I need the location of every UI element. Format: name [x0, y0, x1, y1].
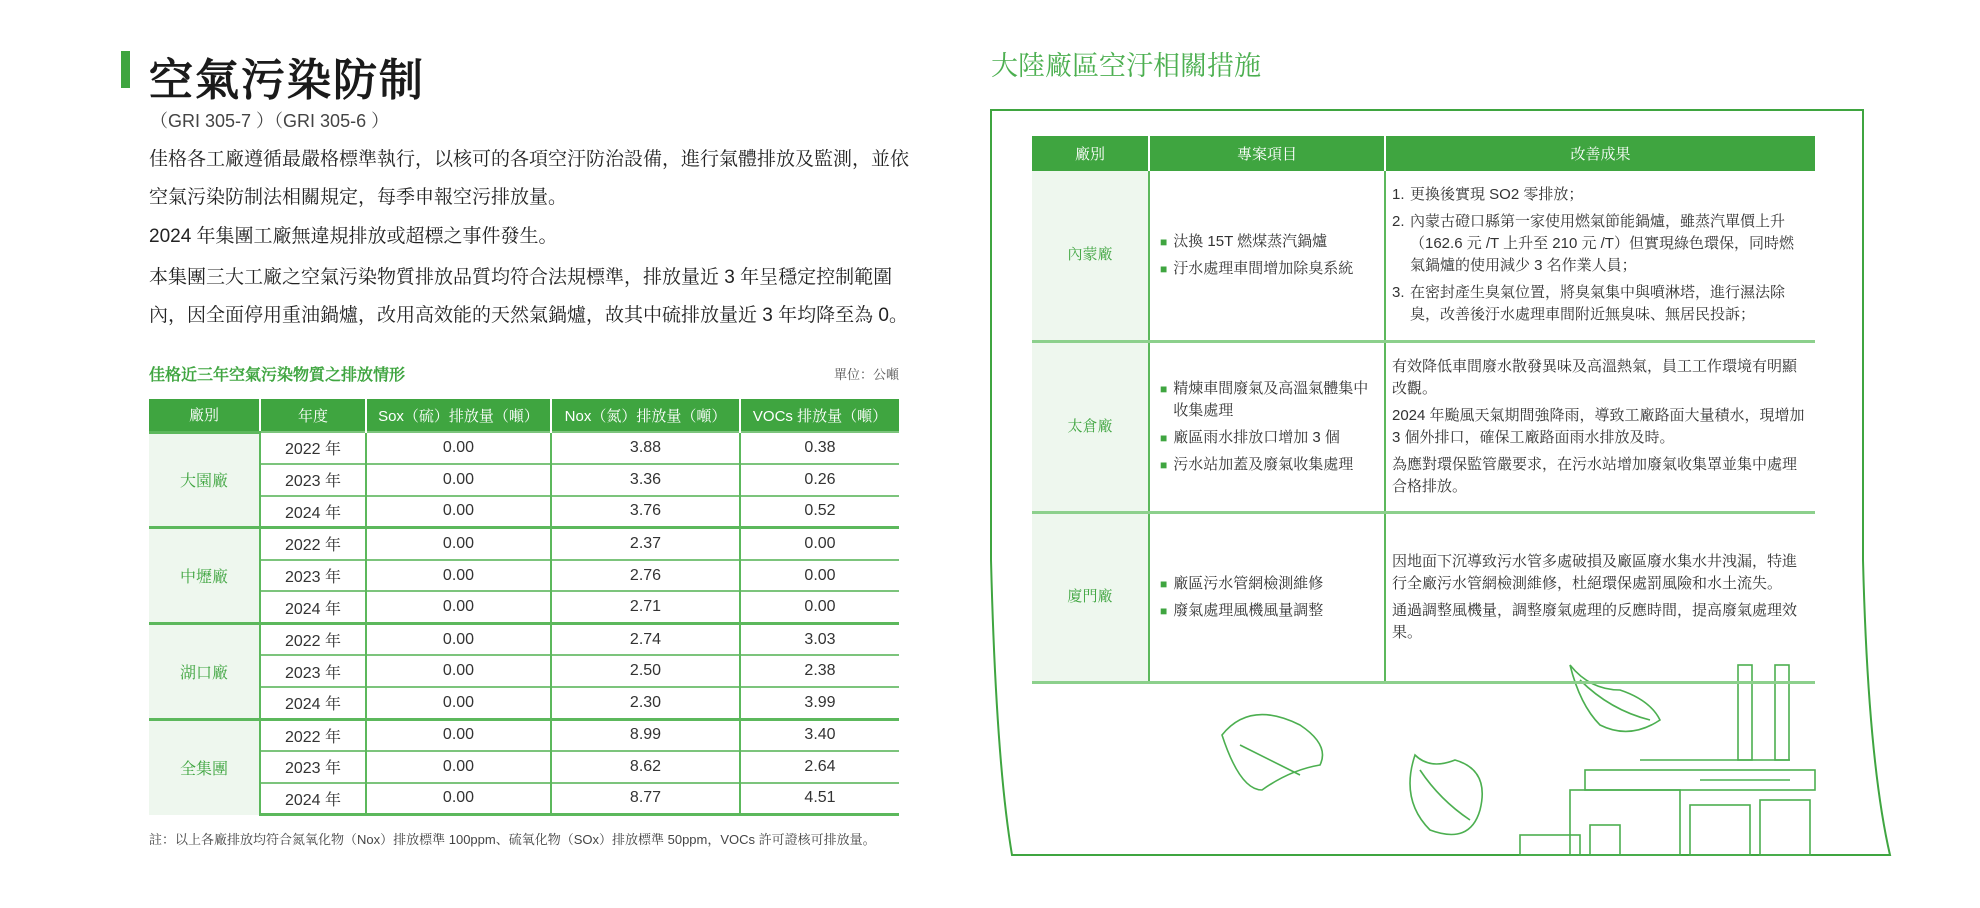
project-item [1160, 573, 1378, 595]
bullet-icon: ■ [1160, 457, 1168, 472]
table-row [1032, 512, 1815, 682]
factory-cell: 內蒙廠 [1032, 171, 1149, 341]
project-text: 廠區污水管網檢測維修 [1173, 574, 1324, 592]
result-cell [1385, 512, 1815, 682]
item-number: 2. [1392, 213, 1405, 231]
leaf-icon [1410, 755, 1482, 835]
project-cell [1149, 341, 1385, 512]
nox-cell: 3.76 [551, 496, 740, 528]
result-cell [1385, 341, 1815, 512]
vocs-cell: 3.40 [740, 719, 899, 751]
item-number: 3. [1392, 284, 1405, 302]
year-cell: 2022 年 [260, 528, 366, 560]
header-result: 改善成果 [1385, 136, 1815, 171]
year-cell: 2022 年 [260, 432, 366, 464]
sox-cell: 0.00 [366, 719, 551, 751]
unit-label: 單位：公噸 [833, 367, 899, 382]
factory-cell: 太倉廠 [1032, 341, 1149, 512]
table-caption: 佳格近三年空氣污染物質之排放情形 [149, 367, 406, 384]
result-text: 在密封產生臭氣位置，將臭氣集中與噴淋塔，進行濕法除臭，改善後汙水處理車間附近無臭味、無居民投訴； [1410, 284, 1786, 324]
nox-cell: 3.36 [551, 464, 740, 496]
factory-cell: 中壢廠 [149, 528, 260, 624]
sox-cell: 0.00 [366, 655, 551, 687]
vocs-cell: 2.38 [740, 655, 899, 687]
result-item [1392, 211, 1805, 277]
bullet-icon: ■ [1160, 234, 1168, 249]
sox-cell: 0.00 [366, 496, 551, 528]
project-item [1160, 600, 1378, 622]
bullet-icon: ■ [1160, 430, 1168, 445]
year-cell: 2024 年 [260, 783, 366, 815]
header-nox: Nox（氮）排放量（噸） [551, 399, 740, 432]
year-cell: 2023 年 [260, 464, 366, 496]
project-cell [1149, 512, 1385, 682]
sox-cell: 0.00 [366, 751, 551, 783]
sox-cell: 0.00 [366, 464, 551, 496]
sox-cell: 0.00 [366, 783, 551, 815]
header-year: 年度 [260, 399, 366, 432]
emission-paragraph: 本集團三大工廠之空氣污染物質排放品質均符合法規標準，排放量近 3 年呈穩定控制範圍內，因全面停用重油鍋爐，改用高效能的天然氣鍋爐，故其中硫排放量近 3 年均降至為 0。 [149, 267, 908, 326]
year-cell: 2024 年 [260, 687, 366, 719]
project-item [1160, 378, 1378, 422]
project-item [1160, 427, 1378, 449]
nox-cell: 2.30 [551, 687, 740, 719]
vocs-cell: 0.00 [740, 560, 899, 592]
header-vocs: VOCs 排放量（噸） [740, 399, 899, 432]
vocs-cell: 0.52 [740, 496, 899, 528]
bullet-icon: ■ [1160, 576, 1168, 591]
nox-cell: 8.62 [551, 751, 740, 783]
project-item [1160, 454, 1378, 476]
year-cell: 2022 年 [260, 623, 366, 655]
project-text: 廠區雨水排放口增加 3 個 [1173, 428, 1340, 446]
table-row [1032, 171, 1815, 341]
compliance-paragraph: 2024 年集團工廠無違規排放或超標之事件發生。 [149, 226, 558, 247]
factory-cell: 湖口廠 [149, 623, 260, 719]
mainland-measures-table [1032, 136, 1815, 684]
result-text: 更換後實現 SO2 零排放； [1410, 186, 1584, 204]
header-project: 專案項目 [1149, 136, 1385, 171]
year-cell: 2023 年 [260, 560, 366, 592]
project-item [1160, 258, 1378, 280]
bullet-icon: ■ [1160, 381, 1168, 396]
nox-cell: 3.88 [551, 432, 740, 464]
factory-cell: 大園廠 [149, 432, 260, 528]
nox-cell: 2.37 [551, 528, 740, 560]
year-cell: 2024 年 [260, 591, 366, 623]
factory-cell: 全集團 [149, 719, 260, 815]
nox-cell: 2.71 [551, 591, 740, 623]
result-item: 有效降低車間廢水散發異味及高溫熱氣，員工工作環境有明顯改觀。 [1392, 357, 1798, 397]
project-text: 汙水處理車間增加除臭系統 [1173, 259, 1354, 277]
vocs-cell: 2.64 [740, 751, 899, 783]
sox-cell: 0.00 [366, 432, 551, 464]
project-item [1160, 231, 1378, 253]
intro-paragraph: 佳格各工廠遵循最嚴格標準執行，以核可的各項空汙防治設備，進行氣體排放及監測，並依空氣污染防制法相關規定，每季申報空污排放量。 [149, 149, 910, 208]
item-number: 1. [1392, 186, 1405, 204]
factory-cell: 廈門廠 [1032, 512, 1149, 682]
result-item: 為應對環保監管嚴要求，在污水站增加廢氣收集罩並集中處理合格排放。 [1392, 455, 1798, 495]
nox-cell: 2.74 [551, 623, 740, 655]
vocs-cell: 0.00 [740, 591, 899, 623]
project-text: 精煉車間廢氣及高溫氣體集中收集處理 [1173, 379, 1369, 419]
bullet-icon: ■ [1160, 603, 1168, 618]
nox-cell: 8.77 [551, 783, 740, 815]
gri-reference: （GRI 305-7 ）（GRI 305-6 ） [150, 111, 390, 131]
sox-cell: 0.00 [366, 623, 551, 655]
year-cell: 2024 年 [260, 496, 366, 528]
sox-cell: 0.00 [366, 560, 551, 592]
project-text: 污水站加蓋及廢氣收集處理 [1173, 455, 1354, 473]
result-item [1392, 282, 1805, 326]
result-item [1392, 184, 1805, 206]
result-text: 內蒙古磴口縣第一家使用燃氣節能鍋爐，雖蒸汽單價上升（162.6 元 /T 上升至 210 元 /T）但實現綠色環保，同時燃氣鍋爐的使用減少 3 名作業人員； [1410, 213, 1794, 275]
header-factory: 廠別 [1032, 136, 1149, 171]
vocs-cell: 4.51 [740, 783, 899, 815]
result-item: 因地面下沉導致污水管多處破損及廠區廢水集水井洩漏，特進行全廠污水管網檢測維修，杜絕環保處罰風險和水土流失。 [1392, 552, 1798, 592]
sox-cell: 0.00 [366, 591, 551, 623]
page-title: 空氣污染防制 [149, 56, 425, 105]
vocs-cell: 0.26 [740, 464, 899, 496]
sox-cell: 0.00 [366, 687, 551, 719]
project-text: 汰換 15T 燃煤蒸汽鍋爐 [1173, 232, 1328, 250]
table-row [1032, 341, 1815, 512]
project-text: 廢氣處理風機風量調整 [1173, 601, 1324, 619]
sox-cell: 0.00 [366, 528, 551, 560]
vocs-cell: 0.00 [740, 528, 899, 560]
result-item: 通過調整風機量，調整廢氣處理的反應時間，提高廢氣處理效果。 [1392, 601, 1798, 641]
nox-cell: 2.50 [551, 655, 740, 687]
leaf-illustration [1222, 665, 1660, 835]
factory-illustration [1520, 665, 1815, 855]
year-cell: 2023 年 [260, 655, 366, 687]
leaf-icon [1222, 715, 1323, 790]
vocs-cell: 0.38 [740, 432, 899, 464]
result-item: 2024 年颱風天氣期間強降雨，導致工廠路面大量積水，現增加 3 個外排口，確保工廠路面雨水排放及時。 [1392, 406, 1805, 446]
year-cell: 2022 年 [260, 719, 366, 751]
result-cell [1385, 171, 1815, 341]
section-title-mainland: 大陸廠區空汙相關措施 [991, 51, 1261, 81]
nox-cell: 2.76 [551, 560, 740, 592]
project-cell [1149, 171, 1385, 341]
bullet-icon: ■ [1160, 261, 1168, 276]
vocs-cell: 3.03 [740, 623, 899, 655]
table-footnote: 註：以上各廠排放均符合氮氧化物（Nox）排放標準 100ppm、硫氧化物（SOx）排放標準 50ppm，VOCs 許可證核可排放量。 [149, 832, 876, 847]
nox-cell: 8.99 [551, 719, 740, 751]
vocs-cell: 3.99 [740, 687, 899, 719]
header-factory: 廠別 [149, 399, 260, 432]
year-cell: 2023 年 [260, 751, 366, 783]
header-sox: Sox（硫）排放量（噸） [366, 399, 551, 432]
